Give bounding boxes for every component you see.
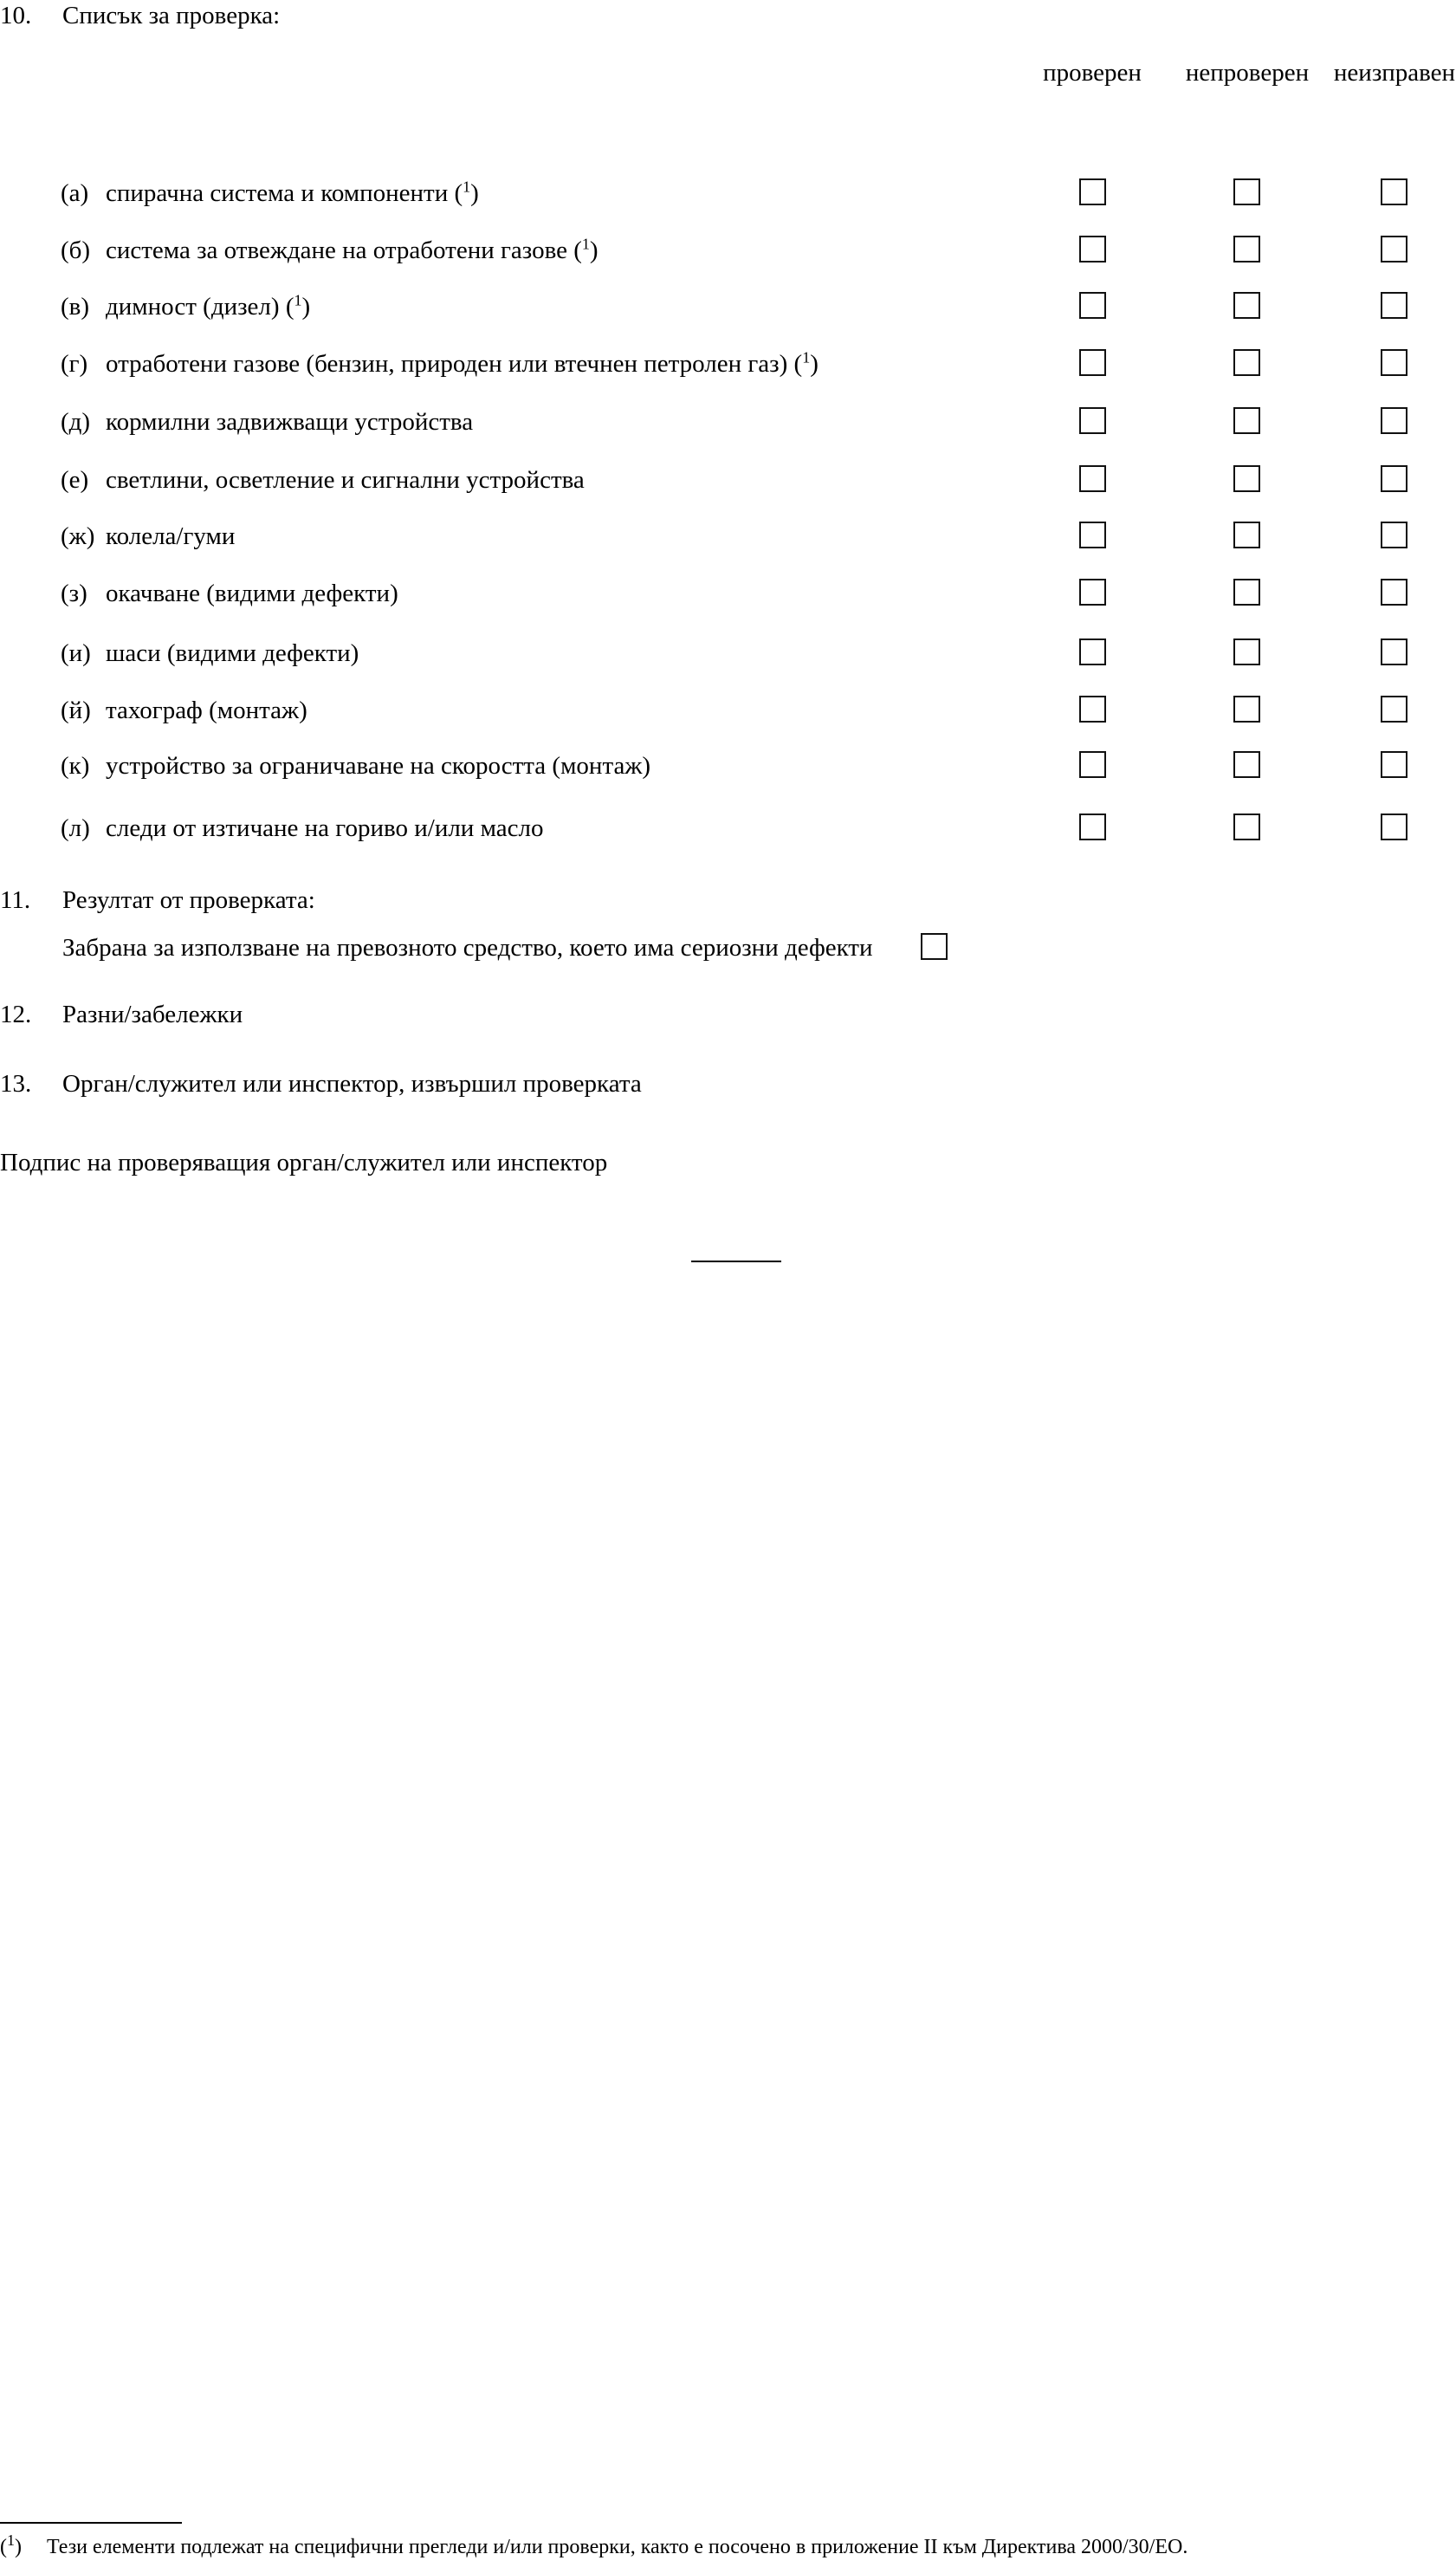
checklist-item-label bbox=[106, 178, 479, 207]
checklist-item-label bbox=[106, 698, 307, 723]
checkbox-checked[interactable] bbox=[1079, 579, 1106, 606]
checklist-item-letter: (з) bbox=[61, 580, 87, 607]
checkbox-checked[interactable] bbox=[1079, 696, 1106, 723]
checklist-item-text: следи от изтичане на гориво и/или масло bbox=[106, 814, 544, 842]
checkbox-defective[interactable] bbox=[1381, 522, 1407, 548]
checklist-item-text: отработени газове (бензин, природен или втечнен петролен газ) bbox=[106, 350, 788, 378]
footnote-reference: ($^1$) bbox=[787, 348, 819, 378]
checkbox-not-checked[interactable] bbox=[1233, 349, 1260, 376]
checklist-item-letter: (к) bbox=[61, 752, 90, 780]
checklist-item-letter: (е) bbox=[61, 466, 89, 494]
checklist-item-letter: (ж) bbox=[61, 522, 95, 550]
vehicle-ban-label: Забрана за използване на превозното средство, което има сериозни дефекти bbox=[62, 934, 873, 962]
checkbox-checked[interactable] bbox=[1079, 349, 1106, 376]
checkbox-defective[interactable] bbox=[1381, 292, 1407, 319]
checklist-item-text: колела/гуми bbox=[106, 522, 236, 550]
checkbox-not-checked[interactable] bbox=[1233, 178, 1260, 205]
checklist-item-label bbox=[106, 410, 473, 435]
checkbox-defective[interactable] bbox=[1381, 579, 1407, 606]
checkbox-defective[interactable] bbox=[1381, 814, 1407, 840]
checklist-item-label bbox=[106, 581, 398, 606]
section-11-title: Резултат от проверката: bbox=[62, 886, 315, 914]
checklist-item-letter: (й) bbox=[61, 697, 91, 724]
checklist-item-letter: (б) bbox=[61, 237, 91, 264]
checklist-item-text: тахограф (монтаж) bbox=[106, 697, 307, 724]
checklist-item-text: димност (дизел) bbox=[106, 293, 280, 321]
checklist-item-label bbox=[106, 235, 599, 264]
checkbox-not-checked[interactable] bbox=[1233, 292, 1260, 319]
checkbox-checked[interactable] bbox=[1079, 178, 1106, 205]
checklist-item-text: кормилни задвижващи устройства bbox=[106, 408, 474, 436]
checkbox-not-checked[interactable] bbox=[1233, 522, 1260, 548]
section-10-number: 10. bbox=[0, 2, 32, 29]
checkbox-checked[interactable] bbox=[1079, 236, 1106, 263]
footnote-reference: ($^1$) bbox=[279, 291, 311, 321]
footnote-text: Тези елементи подлежат на специфични прегледи и/или проверки, както е посочено в приложение II към Директива 2000/30/ЕО. bbox=[47, 2536, 1188, 2558]
footnote-reference: ($^1$) bbox=[566, 235, 599, 264]
checklist-item-text: спирачна система и компоненти bbox=[106, 179, 449, 207]
checkbox-defective[interactable] bbox=[1381, 465, 1407, 492]
vehicle-ban-checkbox[interactable] bbox=[921, 933, 948, 960]
section-13-title: Орган/служител или инспектор, извършил проверката bbox=[62, 1070, 642, 1098]
checkbox-not-checked[interactable] bbox=[1233, 407, 1260, 434]
section-12-number: 12. bbox=[0, 1001, 32, 1028]
checklist-item-letter: (д) bbox=[61, 408, 91, 436]
checklist-item-text: светлини, осветление и сигнални устройства bbox=[106, 466, 585, 494]
checkbox-defective[interactable] bbox=[1381, 639, 1407, 665]
checklist-item-text: устройство за ограничаване на скоростта (монтаж) bbox=[106, 752, 651, 780]
checklist-item-label bbox=[106, 641, 359, 666]
checkbox-not-checked[interactable] bbox=[1233, 639, 1260, 665]
checkbox-checked[interactable] bbox=[1079, 814, 1106, 840]
checklist-item-letter: (в) bbox=[61, 293, 90, 321]
checklist-item-label bbox=[106, 754, 650, 779]
checkbox-not-checked[interactable] bbox=[1233, 236, 1260, 263]
checklist-item-letter: (г) bbox=[61, 350, 88, 378]
checkbox-checked[interactable] bbox=[1079, 751, 1106, 778]
checklist-item-label bbox=[106, 468, 585, 493]
section-10-title: Списък за проверка: bbox=[62, 2, 281, 29]
section-12-title: Разни/забележки bbox=[62, 1001, 243, 1028]
checklist-item-label bbox=[106, 816, 543, 841]
footnote-marker: ($^1$) bbox=[0, 2531, 22, 2558]
column-header-checked: проверен bbox=[1043, 59, 1142, 87]
checkbox-checked[interactable] bbox=[1079, 407, 1106, 434]
checklist-item-text: окачване (видими дефекти) bbox=[106, 580, 398, 607]
checkbox-defective[interactable] bbox=[1381, 236, 1407, 263]
checkbox-checked[interactable] bbox=[1079, 292, 1106, 319]
checkbox-not-checked[interactable] bbox=[1233, 814, 1260, 840]
checklist-item-label bbox=[106, 348, 819, 378]
checklist-item-letter: (л) bbox=[61, 814, 90, 842]
checklist-item-label bbox=[106, 524, 235, 549]
checkbox-checked[interactable] bbox=[1079, 522, 1106, 548]
checkbox-checked[interactable] bbox=[1079, 465, 1106, 492]
checkbox-defective[interactable] bbox=[1381, 696, 1407, 723]
checklist-item-label bbox=[106, 291, 311, 321]
checkbox-not-checked[interactable] bbox=[1233, 465, 1260, 492]
checklist-item-letter: (и) bbox=[61, 639, 91, 667]
column-header-not-checked: непроверен bbox=[1185, 59, 1310, 87]
checklist-item-text: шаси (видими дефекти) bbox=[106, 639, 359, 667]
footnote-rule bbox=[0, 2522, 182, 2524]
checkbox-defective[interactable] bbox=[1381, 407, 1407, 434]
checkbox-not-checked[interactable] bbox=[1233, 696, 1260, 723]
separator-line bbox=[691, 1261, 781, 1262]
checkbox-defective[interactable] bbox=[1381, 349, 1407, 376]
checkbox-not-checked[interactable] bbox=[1233, 579, 1260, 606]
checkbox-defective[interactable] bbox=[1381, 178, 1407, 205]
column-header-defective: неизправен bbox=[1333, 59, 1456, 87]
signature-label: Подпис на проверяващия орган/служител или инспектор bbox=[0, 1149, 608, 1177]
checkbox-defective[interactable] bbox=[1381, 751, 1407, 778]
checkbox-not-checked[interactable] bbox=[1233, 751, 1260, 778]
checkbox-checked[interactable] bbox=[1079, 639, 1106, 665]
section-13-number: 13. bbox=[0, 1070, 32, 1098]
section-11-number: 11. bbox=[0, 886, 31, 914]
footnote-reference: ($^1$) bbox=[448, 178, 479, 207]
checklist-item-text: система за отвеждане на отработени газове bbox=[106, 237, 567, 264]
checklist-item-letter: (а) bbox=[61, 179, 89, 207]
